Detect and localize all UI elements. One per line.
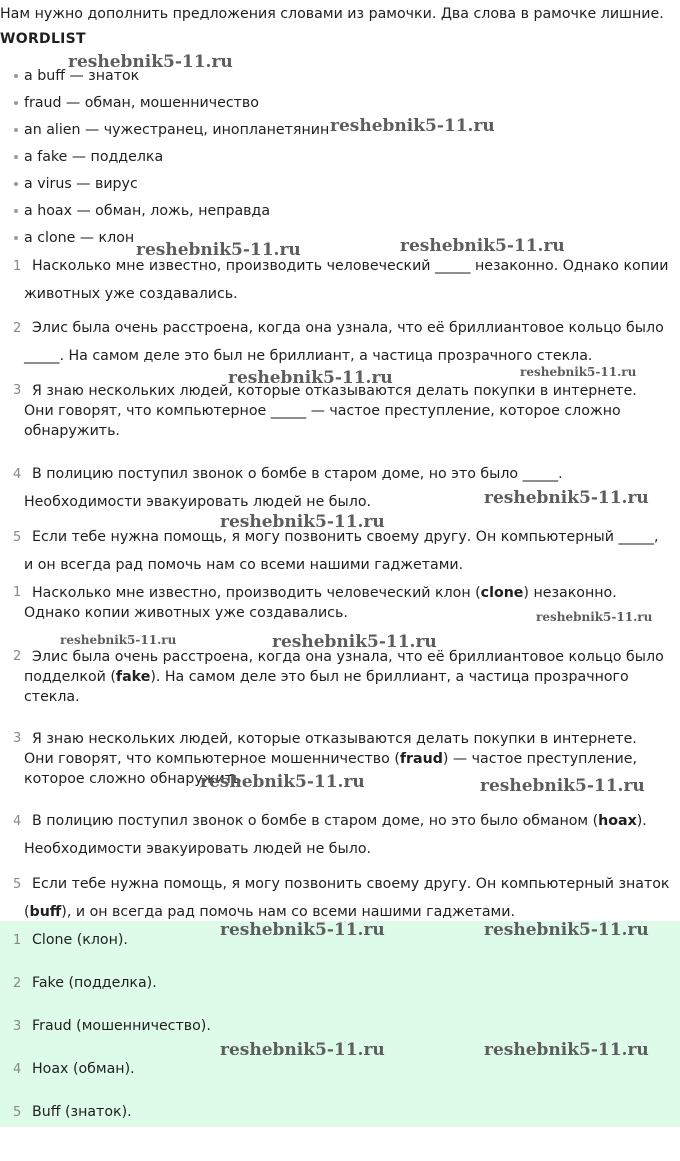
task-item bbox=[0, 381, 670, 441]
item-number: 1 bbox=[13, 259, 22, 274]
filled-item: 5 Если тебе нужна помощь, я могу позвонить своему другу. Он компьютерный знаток (buff), и он всегда рад помочь нам со всеми нашими гаджетами. bbox=[0, 871, 670, 926]
wordlist-item: a fake — подделка bbox=[14, 144, 163, 172]
item-number: 4 bbox=[13, 814, 22, 829]
watermark: reshebnik5-11.ru bbox=[68, 52, 233, 72]
filled-text: Я знаю нескольких людей, которые отказываются делать покупки в интернете. Они говорят, что компьютерное мошенничество ( bbox=[24, 731, 637, 767]
item-number: 2 bbox=[13, 321, 22, 336]
watermark: reshebnik5-11.ru bbox=[228, 368, 393, 388]
filled-item: 3 Я знаю нескольких людей, которые отказываются делать покупки в интернете. Они говорят, что компьютерное мошенничество (fraud) — частое преступление, которое сложно обнаружить. bbox=[13, 731, 637, 787]
answer-word: buff bbox=[29, 903, 62, 920]
item-number: 1 bbox=[13, 585, 22, 600]
filled-text: Насколько мне известно, производить человеческий клон ( bbox=[32, 585, 481, 601]
bullet-icon bbox=[14, 209, 18, 213]
wordlist-item: a virus — вирус bbox=[14, 171, 138, 199]
bullet-icon bbox=[14, 101, 18, 105]
item-number: 3 bbox=[13, 383, 22, 398]
watermark: reshebnik5-11.ru bbox=[60, 633, 177, 647]
watermark: reshebnik5-11.ru bbox=[484, 920, 649, 940]
filled-text: В полицию поступил звонок о бомбе в старом доме, но это было обманом ( bbox=[32, 813, 599, 829]
answer-word: fake bbox=[115, 669, 151, 685]
watermark: reshebnik5-11.ru bbox=[220, 512, 385, 532]
watermark: reshebnik5-11.ru bbox=[272, 632, 437, 652]
watermark: reshebnik5-11.ru bbox=[220, 920, 385, 940]
answer-word: fraud bbox=[399, 751, 443, 767]
task-text: Элис была очень расстроена, когда она узнала, что её бриллиантовое кольцо было _____. На самом деле это был не бриллиант, а частица прозрачного стекла. bbox=[24, 320, 664, 364]
answer-text: Hoax (обман). bbox=[32, 1061, 135, 1077]
wordlist-item: a hoax — обман, ложь, неправда bbox=[14, 198, 270, 226]
bullet-icon bbox=[14, 128, 18, 132]
task-text: Я знаю нескольких людей, которые отказываются делать покупки в интернете. Они говорят, что компьютерное _____ — частое преступление, которое сложно обнаружить. bbox=[24, 383, 637, 439]
watermark: reshebnik5-11.ru bbox=[330, 116, 495, 136]
watermark: reshebnik5-11.ru bbox=[536, 610, 653, 624]
watermark: reshebnik5-11.ru bbox=[480, 776, 645, 796]
watermark: reshebnik5-11.ru bbox=[400, 236, 565, 256]
item-number: 3 bbox=[13, 731, 22, 746]
task-text: Если тебе нужна помощь, я могу позвонить своему другу. Он компьютерный _____, и он всегда рад помочь нам со всеми нашими гаджетами. bbox=[24, 529, 659, 573]
task-text: Насколько мне известно, производить человеческий _____ незаконно. Однако копии животных уже создавались. bbox=[24, 258, 669, 302]
item-number: 2 bbox=[13, 649, 22, 664]
item-number: 1 bbox=[13, 933, 22, 948]
item-number: 3 bbox=[13, 1019, 22, 1034]
bullet-icon bbox=[14, 182, 18, 186]
item-number: 5 bbox=[13, 530, 22, 545]
answer-word: clone bbox=[480, 585, 524, 601]
item-number: 4 bbox=[13, 467, 22, 482]
task-text: В полицию поступил звонок о бомбе в старом доме, но это было _____. Необходимости эвакуировать людей не было. bbox=[24, 466, 563, 510]
wordlist-item: an alien — чужестранец, инопланетянин bbox=[14, 117, 329, 145]
wordlist-title: WORDLIST bbox=[0, 31, 86, 47]
bullet-icon bbox=[14, 74, 18, 78]
item-number: 5 bbox=[13, 1105, 22, 1120]
answer-text: Fake (подделка). bbox=[32, 975, 157, 991]
task-item bbox=[0, 524, 670, 579]
watermark: reshebnik5-11.ru bbox=[520, 365, 637, 379]
bullet-icon bbox=[14, 236, 18, 240]
wordlist-item: a clone — клон bbox=[14, 225, 134, 253]
task-instruction: Нам нужно дополнить предложения словами из рамочки. Два слова в рамочке лишние. bbox=[0, 6, 664, 22]
item-number: 4 bbox=[13, 1062, 22, 1077]
filled-item: 1 Насколько мне известно, производить человеческий клон (clone) незаконно. Однако копии животных уже создавались. bbox=[13, 585, 617, 621]
task-item bbox=[0, 253, 670, 308]
answer-word: hoax bbox=[598, 813, 637, 829]
wordlist-item: fraud — обман, мошенничество bbox=[14, 90, 259, 118]
watermark: reshebnik5-11.ru bbox=[200, 772, 365, 792]
filled-text: Если тебе нужна помощь, я могу позвонить своему другу. Он компьютерный знаток ( bbox=[24, 876, 670, 920]
item-number: 2 bbox=[13, 976, 22, 991]
watermark: reshebnik5-11.ru bbox=[484, 1040, 649, 1060]
watermark: reshebnik5-11.ru bbox=[484, 488, 649, 508]
filled-item: 2 Элис была очень расстроена, когда она узнала, что её бриллиантовое кольцо было подделкой (fake). На самом деле это был не бриллиант, а частица прозрачного стекла. bbox=[13, 649, 664, 705]
wordlist-item: a buff — знаток bbox=[14, 63, 139, 91]
bullet-icon bbox=[14, 155, 18, 159]
filled-text: Элис была очень расстроена, когда она узнала, что её бриллиантовое кольцо было подделкой ( bbox=[24, 649, 664, 685]
watermark: reshebnik5-11.ru bbox=[220, 1040, 385, 1060]
watermark: reshebnik5-11.ru bbox=[136, 240, 301, 260]
filled-item: 4 В полицию поступил звонок о бомбе в старом доме, но это было обманом (hoax). Необходимости эвакуировать людей не было. bbox=[0, 808, 670, 863]
item-number: 5 bbox=[13, 877, 22, 892]
answer-text: Clone (клон). bbox=[32, 932, 128, 948]
answers-panel bbox=[0, 921, 680, 1127]
answer-text: Buff (знаток). bbox=[32, 1104, 132, 1120]
answer-text: Fraud (мошенничество). bbox=[32, 1018, 211, 1034]
